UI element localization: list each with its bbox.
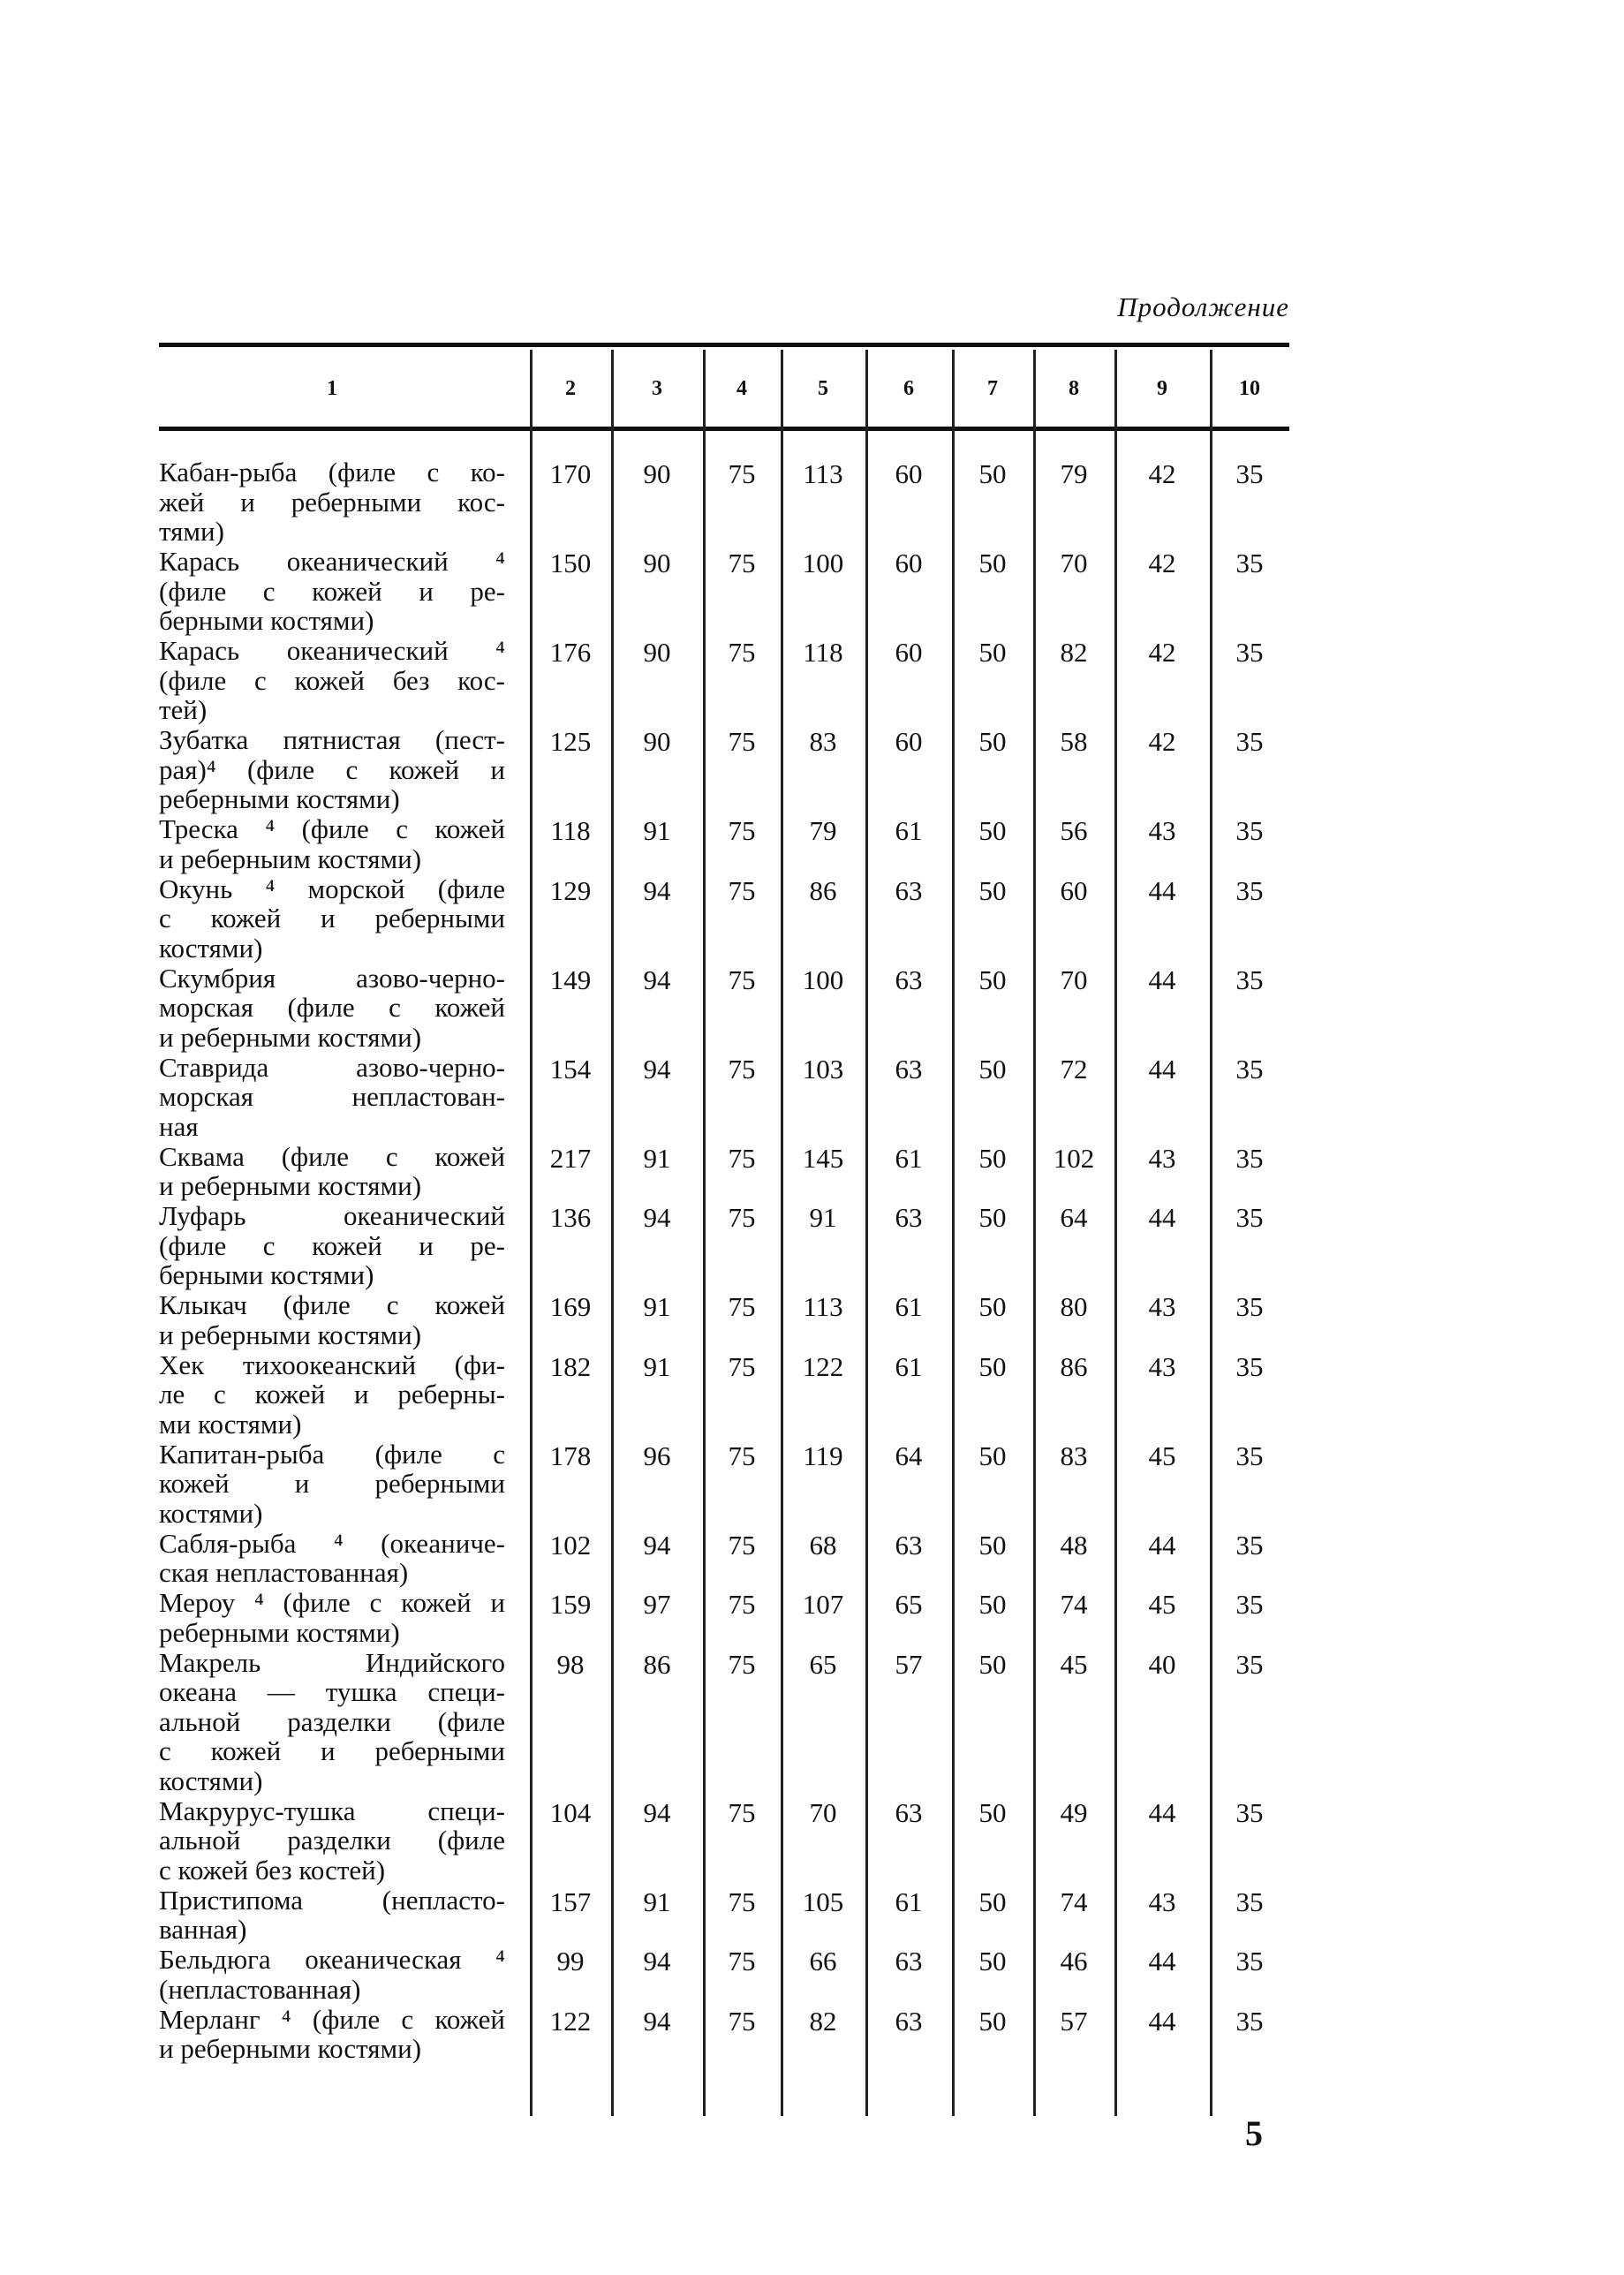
value-col-4: 75: [728, 1946, 756, 1976]
value-col-2: 122: [549, 2005, 592, 2037]
value-col-8: 60: [1060, 874, 1088, 906]
value-col-9: 44: [1148, 964, 1176, 995]
value-col-9: 43: [1148, 815, 1176, 846]
column-divider: [611, 350, 614, 2116]
value-col-3: 90: [643, 637, 671, 668]
value-col-5: 107: [802, 1589, 844, 1620]
value-col-4: 75: [728, 1886, 756, 1917]
fish-name-line: альной разделки (филе: [159, 1825, 505, 1856]
header-cell: 2: [565, 376, 576, 400]
value-col-10: 35: [1235, 637, 1264, 668]
value-col-4: 75: [728, 1796, 756, 1828]
value-col-7: 50: [978, 1648, 1007, 1680]
value-col-5: 66: [809, 1946, 837, 1976]
value-col-3: 97: [643, 1589, 671, 1620]
value-col-8: 102: [1053, 1142, 1095, 1174]
value-col-10: 35: [1235, 1291, 1264, 1322]
value-col-2: 99: [556, 1946, 585, 1976]
value-col-4: 75: [728, 1053, 756, 1085]
fish-name-line: ми костями): [159, 1408, 302, 1440]
value-col-8: 46: [1060, 1946, 1088, 1976]
value-col-7: 50: [978, 1589, 1007, 1620]
fish-name-line: Зубатка пятнистая (пест-: [159, 724, 505, 755]
value-col-10: 35: [1235, 458, 1264, 489]
value-col-6: 60: [895, 548, 923, 578]
value-col-3: 91: [643, 1291, 671, 1322]
value-col-7: 50: [978, 458, 1007, 489]
value-col-5: 103: [802, 1053, 844, 1085]
fish-name-line: Окунь ⁴ морской (филе: [159, 873, 505, 904]
value-col-2: 136: [549, 1202, 592, 1233]
value-col-3: 90: [643, 458, 671, 489]
header-cell: 5: [818, 376, 828, 400]
value-col-5: 82: [809, 2005, 837, 2037]
fish-name: [159, 814, 505, 873]
fish-name: [159, 1886, 505, 1945]
fish-name-line: (филе с кожей без кос-: [159, 664, 505, 696]
value-col-6: 61: [895, 815, 923, 846]
fish-name: [159, 964, 505, 1053]
value-col-8: 79: [1060, 458, 1088, 489]
value-col-4: 75: [728, 1291, 756, 1322]
value-col-5: 118: [803, 637, 843, 668]
value-col-3: 96: [643, 1440, 671, 1471]
header-cell: 7: [987, 376, 998, 400]
value-col-10: 35: [1235, 964, 1264, 995]
page-number: 5: [1245, 2113, 1263, 2153]
value-col-10: 35: [1235, 874, 1264, 906]
value-col-3: 90: [643, 548, 671, 578]
fish-name-line: Скумбрия азово-черно-: [159, 962, 505, 994]
value-col-8: 70: [1060, 964, 1088, 995]
value-col-2: 102: [549, 1529, 592, 1561]
value-col-10: 35: [1235, 1648, 1264, 1680]
value-col-7: 50: [978, 1529, 1007, 1561]
value-col-9: 44: [1148, 1796, 1176, 1828]
fish-name-line: с кожей без костей): [159, 1854, 386, 1886]
value-col-8: 45: [1060, 1648, 1088, 1680]
value-col-10: 35: [1235, 548, 1264, 578]
value-col-2: 125: [549, 726, 592, 757]
fish-name-line: Пристипома (непласто-: [159, 1884, 505, 1916]
value-col-5: 83: [809, 726, 837, 757]
fish-name: [159, 547, 505, 636]
value-col-9: 43: [1148, 1142, 1176, 1174]
value-col-7: 50: [978, 964, 1007, 995]
value-col-2: 159: [549, 1589, 592, 1620]
header-cell: 10: [1239, 376, 1260, 400]
value-col-4: 75: [728, 1202, 756, 1233]
continued-heading: Продолжение: [1117, 291, 1289, 322]
value-col-3: 91: [643, 1886, 671, 1917]
value-col-7: 50: [978, 726, 1007, 757]
fish-name-line: и реберными костями): [159, 1170, 422, 1201]
value-col-6: 63: [895, 1053, 923, 1085]
value-col-6: 61: [895, 1142, 923, 1174]
value-col-5: 68: [809, 1529, 837, 1561]
fish-name-line: с кожей и реберными: [159, 903, 505, 933]
value-col-3: 94: [643, 1529, 671, 1561]
fish-name-line: Треска ⁴ (филе с кожей: [159, 813, 505, 844]
column-divider: [530, 350, 533, 2116]
value-col-9: 42: [1148, 458, 1176, 489]
value-col-2: 154: [549, 1053, 592, 1085]
value-col-9: 43: [1148, 1291, 1176, 1322]
value-col-4: 75: [728, 637, 756, 668]
value-col-9: 42: [1148, 548, 1176, 578]
fish-name-line: ванная): [159, 1914, 247, 1945]
fish-name: [159, 1201, 505, 1290]
fish-name-line: морская (филе с кожей: [159, 992, 505, 1023]
value-col-9: 45: [1148, 1589, 1176, 1620]
value-col-9: 43: [1148, 1350, 1176, 1382]
value-col-5: 100: [802, 964, 844, 995]
fish-name: [159, 1290, 505, 1349]
fish-name-line: океана — тушка специ-: [159, 1676, 505, 1707]
value-col-7: 50: [978, 637, 1007, 668]
value-col-4: 75: [728, 1648, 756, 1680]
value-col-6: 63: [895, 1529, 923, 1561]
value-col-3: 94: [643, 1053, 671, 1085]
column-divider: [1210, 350, 1212, 2116]
value-col-2: 182: [549, 1350, 592, 1382]
value-col-5: 65: [809, 1648, 837, 1680]
value-col-4: 75: [728, 1589, 756, 1620]
value-col-8: 70: [1060, 548, 1088, 578]
value-col-10: 35: [1235, 1529, 1264, 1561]
value-col-10: 35: [1235, 1440, 1264, 1471]
value-col-10: 35: [1235, 815, 1264, 846]
value-col-2: 149: [549, 964, 592, 995]
fish-name-line: реберными костями): [159, 783, 400, 814]
value-col-7: 50: [978, 1440, 1007, 1471]
value-col-3: 91: [643, 1142, 671, 1174]
value-col-10: 35: [1235, 1946, 1264, 1976]
fish-name-line: ская непластованная): [159, 1557, 409, 1588]
fish-name: [159, 1588, 505, 1647]
fish-name-line: Мерланг ⁴ (филе с кожей: [159, 2003, 505, 2035]
fish-name-line: Мероу ⁴ (филе с кожей и: [159, 1587, 505, 1618]
value-col-4: 75: [728, 726, 756, 757]
fish-name-line: Макрель Индийского: [159, 1646, 505, 1678]
value-col-5: 119: [803, 1440, 843, 1471]
value-col-2: 118: [550, 815, 591, 846]
fish-name-line: Капитан-рыба (филе с: [159, 1438, 505, 1470]
value-col-3: 86: [643, 1648, 671, 1680]
value-col-6: 61: [895, 1886, 923, 1917]
fish-name-line: Ставрида азово-черно-: [159, 1051, 505, 1083]
value-col-4: 75: [728, 1440, 756, 1471]
value-col-3: 91: [643, 1350, 671, 1382]
fish-name: [159, 457, 505, 547]
fish-name-line: с кожей и реберными: [159, 1735, 505, 1766]
value-col-9: 44: [1148, 1529, 1176, 1561]
fish-name-line: Кабан-рыба (филе с ко-: [159, 457, 505, 488]
value-col-6: 63: [895, 874, 923, 906]
value-col-5: 105: [802, 1886, 844, 1917]
value-col-8: 82: [1060, 637, 1088, 668]
value-col-2: 217: [549, 1142, 592, 1174]
fish-name-line: Карась океанический ⁴: [159, 635, 505, 666]
value-col-7: 50: [978, 874, 1007, 906]
value-col-4: 75: [728, 874, 756, 906]
value-col-3: 94: [643, 874, 671, 906]
value-col-10: 35: [1235, 1796, 1264, 1828]
value-col-8: 72: [1060, 1053, 1088, 1085]
fish-name: [159, 1648, 505, 1796]
value-col-6: 60: [895, 726, 923, 757]
header-cell: 1: [327, 376, 337, 400]
fish-name: [159, 1529, 505, 1588]
column-divider: [781, 350, 783, 2116]
value-col-3: 90: [643, 726, 671, 757]
value-col-6: 63: [895, 1946, 923, 1976]
value-col-10: 35: [1235, 1350, 1264, 1382]
fish-name: [159, 874, 505, 964]
fish-name-line: Сквама (филе с кожей: [159, 1140, 505, 1172]
value-col-6: 60: [895, 637, 923, 668]
value-col-9: 42: [1148, 726, 1176, 757]
value-col-6: 63: [895, 1202, 923, 1233]
fish-name-line: Макрурус-тушка специ-: [159, 1795, 505, 1826]
value-col-2: 129: [549, 874, 592, 906]
value-col-7: 50: [978, 1291, 1007, 1322]
value-col-2: 176: [549, 637, 592, 668]
value-col-9: 44: [1148, 2005, 1176, 2037]
value-col-8: 48: [1060, 1529, 1088, 1561]
value-col-4: 75: [728, 1529, 756, 1561]
value-col-5: 122: [802, 1350, 844, 1382]
value-col-9: 43: [1148, 1886, 1176, 1917]
fish-name-line: тей): [159, 694, 208, 725]
value-col-9: 44: [1148, 874, 1176, 906]
value-col-10: 35: [1235, 2005, 1264, 2037]
value-col-4: 75: [728, 2005, 756, 2037]
value-col-5: 145: [802, 1142, 844, 1174]
header-cell: 4: [736, 376, 747, 400]
value-col-4: 75: [728, 815, 756, 846]
value-col-10: 35: [1235, 1886, 1264, 1917]
value-col-3: 94: [643, 2005, 671, 2037]
value-col-5: 86: [809, 874, 837, 906]
value-col-10: 35: [1235, 1142, 1264, 1174]
value-col-8: 64: [1060, 1202, 1088, 1233]
value-col-7: 50: [978, 2005, 1007, 2037]
value-col-4: 75: [728, 964, 756, 995]
fish-name-line: Бельдюга океаническая ⁴: [159, 1944, 505, 1975]
value-col-7: 50: [978, 1350, 1007, 1382]
value-col-9: 44: [1148, 1946, 1176, 1976]
value-col-5: 113: [803, 1291, 843, 1322]
value-col-8: 74: [1060, 1589, 1088, 1620]
value-col-10: 35: [1235, 1053, 1264, 1085]
value-col-10: 35: [1235, 726, 1264, 757]
value-col-3: 94: [643, 964, 671, 995]
value-col-9: 45: [1148, 1440, 1176, 1471]
value-col-3: 94: [643, 1202, 671, 1233]
fish-name-line: реберными костями): [159, 1616, 400, 1648]
value-col-9: 40: [1148, 1648, 1176, 1680]
fish-name-line: Луфарь океанический: [159, 1200, 505, 1231]
table-top-rule: [159, 343, 1289, 347]
fish-name-line: кожей и реберными: [159, 1468, 505, 1499]
fish-name-line: костями): [159, 932, 263, 964]
fish-name: [159, 636, 505, 725]
fish-name-line: и реберными костями): [159, 2033, 422, 2064]
fish-name-line: тями): [159, 516, 224, 547]
value-col-6: 57: [895, 1648, 923, 1680]
header-cell: 3: [652, 376, 662, 400]
column-divider: [1114, 350, 1117, 2116]
fish-name-line: ле с кожей и реберны-: [159, 1379, 505, 1410]
fish-name-line: Хек тихоокеанский (фи-: [159, 1349, 505, 1380]
value-col-8: 83: [1060, 1440, 1088, 1471]
value-col-4: 75: [728, 1142, 756, 1174]
fish-name: [159, 1142, 505, 1201]
fish-name-line: берными костями): [159, 1259, 374, 1290]
header-cell: 9: [1157, 376, 1167, 400]
fish-name-line: Карась океанический ⁴: [159, 546, 505, 577]
header-cell: 6: [903, 376, 914, 400]
value-col-5: 79: [809, 815, 837, 846]
fish-name-line: и реберными костями): [159, 1021, 422, 1053]
value-col-6: 65: [895, 1589, 923, 1620]
value-col-6: 63: [895, 964, 923, 995]
value-col-7: 50: [978, 1946, 1007, 1976]
header-cell: 8: [1069, 376, 1079, 400]
value-col-6: 61: [895, 1350, 923, 1382]
column-divider: [952, 350, 955, 2116]
fish-name-line: (филе с кожей и ре-: [159, 1229, 505, 1261]
value-col-6: 63: [895, 1796, 923, 1828]
table-header-rule: [159, 427, 1289, 431]
value-col-7: 50: [978, 1142, 1007, 1174]
value-col-8: 49: [1060, 1796, 1088, 1828]
fish-name-line: Клыкач (филе с кожей: [159, 1289, 505, 1320]
fish-name-line: и реберныим костями): [159, 843, 422, 874]
value-col-7: 50: [978, 548, 1007, 578]
fish-name: [159, 1945, 505, 2004]
column-divider: [703, 350, 706, 2116]
value-col-7: 50: [978, 1202, 1007, 1233]
fish-name-line: (непластованная): [159, 1973, 361, 2005]
value-col-9: 44: [1148, 1053, 1176, 1085]
value-col-2: 150: [549, 548, 592, 578]
fish-name-line: жей и реберными кос-: [159, 486, 505, 518]
value-col-2: 98: [556, 1648, 585, 1680]
fish-name: [159, 725, 505, 814]
fish-name: [159, 1053, 505, 1142]
value-col-3: 91: [643, 815, 671, 846]
value-col-3: 94: [643, 1796, 671, 1828]
value-col-9: 42: [1148, 637, 1176, 668]
value-col-8: 74: [1060, 1886, 1088, 1917]
fish-name: [159, 1796, 505, 1886]
value-col-6: 61: [895, 1291, 923, 1322]
value-col-8: 57: [1060, 2005, 1088, 2037]
fish-name: [159, 1440, 505, 1529]
value-col-6: 64: [895, 1440, 923, 1471]
value-col-4: 75: [728, 1350, 756, 1382]
fish-name-line: костями): [159, 1765, 263, 1796]
value-col-7: 50: [978, 1053, 1007, 1085]
value-col-7: 50: [978, 1796, 1007, 1828]
fish-name-line: рая)⁴ (филе с кожей и: [159, 753, 505, 785]
value-col-2: 169: [549, 1291, 592, 1322]
value-col-2: 178: [549, 1440, 592, 1471]
fish-name-line: (филе с кожей и ре-: [159, 575, 505, 607]
fish-name: [159, 1350, 505, 1440]
fish-name-line: морская непластован-: [159, 1081, 505, 1112]
fish-name-line: ная: [159, 1110, 199, 1142]
value-col-2: 157: [549, 1886, 592, 1917]
value-col-2: 170: [549, 458, 592, 489]
value-col-8: 80: [1060, 1291, 1088, 1322]
value-col-5: 91: [809, 1202, 837, 1233]
value-col-8: 58: [1060, 726, 1088, 757]
value-col-4: 75: [728, 548, 756, 578]
value-col-2: 104: [549, 1796, 592, 1828]
value-col-6: 63: [895, 2005, 923, 2037]
value-col-5: 70: [809, 1796, 837, 1828]
fish-name-line: и реберными костями): [159, 1319, 422, 1350]
value-col-8: 56: [1060, 815, 1088, 846]
fish-name: [159, 2005, 505, 2064]
value-col-5: 100: [802, 548, 844, 578]
value-col-5: 113: [803, 458, 843, 489]
value-col-7: 50: [978, 815, 1007, 846]
column-divider: [1033, 350, 1036, 2116]
fish-name-line: Сабля-рыба ⁴ (океаниче-: [159, 1527, 505, 1559]
value-col-4: 75: [728, 458, 756, 489]
value-col-9: 44: [1148, 1202, 1176, 1233]
value-col-6: 60: [895, 458, 923, 489]
value-col-8: 86: [1060, 1350, 1088, 1382]
fish-name-line: костями): [159, 1497, 263, 1529]
value-col-10: 35: [1235, 1202, 1264, 1233]
value-col-10: 35: [1235, 1589, 1264, 1620]
value-col-7: 50: [978, 1886, 1007, 1917]
value-col-3: 94: [643, 1946, 671, 1976]
column-divider: [865, 350, 868, 2116]
fish-name-line: берными костями): [159, 605, 374, 636]
fish-name-line: альной разделки (филе: [159, 1705, 505, 1737]
